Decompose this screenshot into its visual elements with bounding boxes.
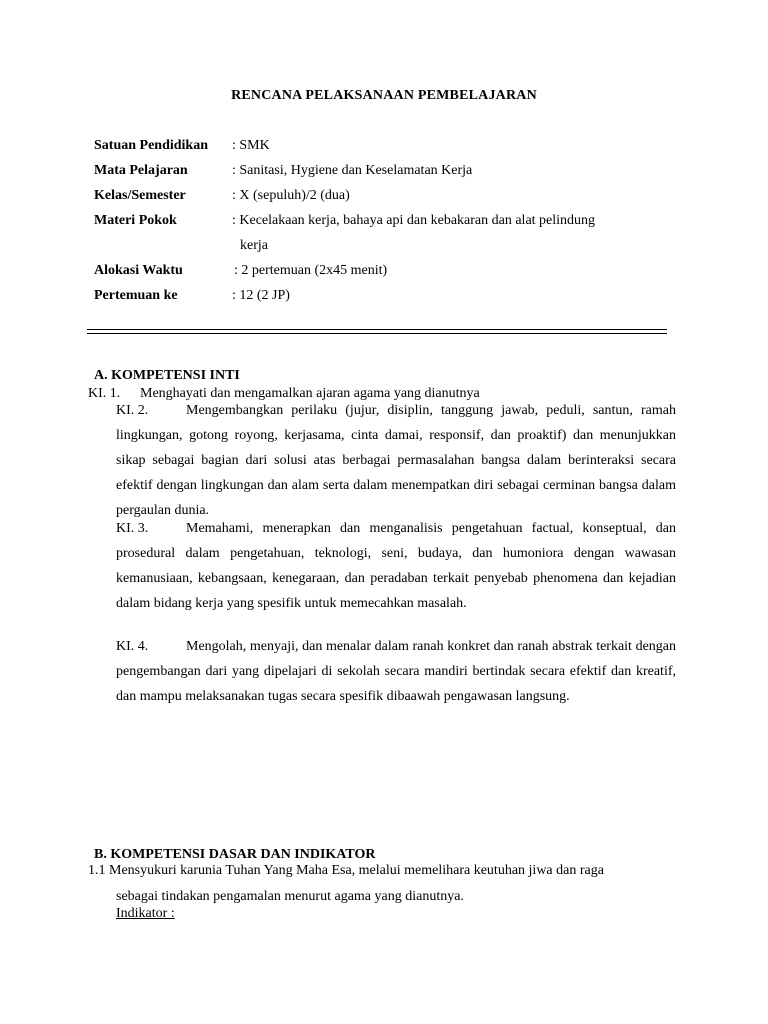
indikator-label: Indikator : [116, 906, 175, 921]
info-value-kelas: : X (sepuluh)/2 (dua) [232, 188, 350, 203]
ki-4-number: KI. 4. [116, 639, 149, 654]
info-label-materi: Materi Pokok [94, 213, 177, 228]
kd-1-1 [88, 863, 604, 879]
ki-3-number: KI. 3. [116, 521, 149, 536]
ki-3-text: Memahami, menerapkan dan menganalisis pengetahuan factual, konseptual, dan prosedural dalam pengetahuan, teknologi, seni, budaya, dan humoniora dengan wawasan kemanusiaan, kebangsaan, kenegaraan, dan peradaban terkait penyebab phenomena dan kejadian dalam bidang kerja yang spesifik untuk memecahkan masalah. [116, 521, 676, 611]
kd-1-1-cont: sebagai tindakan pengamalan menurut agama yang dianutnya. [116, 889, 464, 904]
ki-1-text: Menghayati dan mengamalkan ajaran agama yang dianutnya [140, 386, 480, 401]
ki-2-text: Mengembangkan perilaku (jujur, disiplin, tanggung jawab, peduli, santun, ramah lingkungan, gotong royong, kerjasama, cinta damai, responsif, dan proaktif) dan menunjukkan sikap sebagai bagian dari solusi atas berbagai permasalahan bangsa dalam berinteraksi secara efektif dengan lingkungan dan alam serta dalam menempatkan diri sebagai cerminan bangsa dalam pergaulan dunia. [116, 403, 676, 518]
section-a-heading: A. KOMPETENSI INTI [94, 368, 240, 383]
info-value-alokasi: : 2 pertemuan (2x45 menit) [234, 263, 388, 278]
info-value-materi-cont: kerja [240, 238, 268, 253]
divider-top [87, 329, 667, 330]
document-title: RENCANA PELAKSANAAN PEMBELAJARAN [231, 88, 537, 103]
info-label-mapel: Mata Pelajaran [94, 163, 188, 178]
kd-1-1-number: 1.1 [88, 863, 106, 878]
kd-1-1-text: Mensyukuri karunia Tuhan Yang Maha Esa, melalui memelihara keutuhan jiwa dan raga [109, 863, 604, 878]
ki-2 [116, 398, 676, 523]
info-value-mapel: : Sanitasi, Hygiene dan Keselamatan Kerja [232, 163, 473, 178]
info-value-materi: : Kecelakaan kerja, bahaya api dan kebakaran dan alat pelindung [232, 213, 596, 228]
info-value-satuan: : SMK [232, 138, 270, 153]
divider-bottom [87, 333, 667, 334]
info-label-kelas: Kelas/Semester [94, 188, 186, 203]
ki-4-text: Mengolah, menyaji, dan menalar dalam ranah konkret dan ranah abstrak terkait dengan pengembangan dari yang dipelajari di sekolah secara mandiri bertindak secara efektif dan kreatif, dan mampu melaksanakan tugas secara spesifik dibaawah pengawasan langsung. [116, 639, 676, 704]
info-value-pertemuan: : 12 (2 JP) [232, 288, 290, 303]
info-label-pertemuan: Pertemuan ke [94, 288, 178, 303]
info-label-alokasi: Alokasi Waktu [94, 263, 183, 278]
ki-1-number: KI. 1. [88, 386, 121, 401]
section-b-heading: B. KOMPETENSI DASAR DAN INDIKATOR [94, 847, 376, 862]
info-label-satuan: Satuan Pendidikan [94, 138, 208, 153]
ki-3 [116, 516, 676, 616]
ki-2-number: KI. 2. [116, 403, 149, 418]
ki-4 [116, 634, 676, 709]
